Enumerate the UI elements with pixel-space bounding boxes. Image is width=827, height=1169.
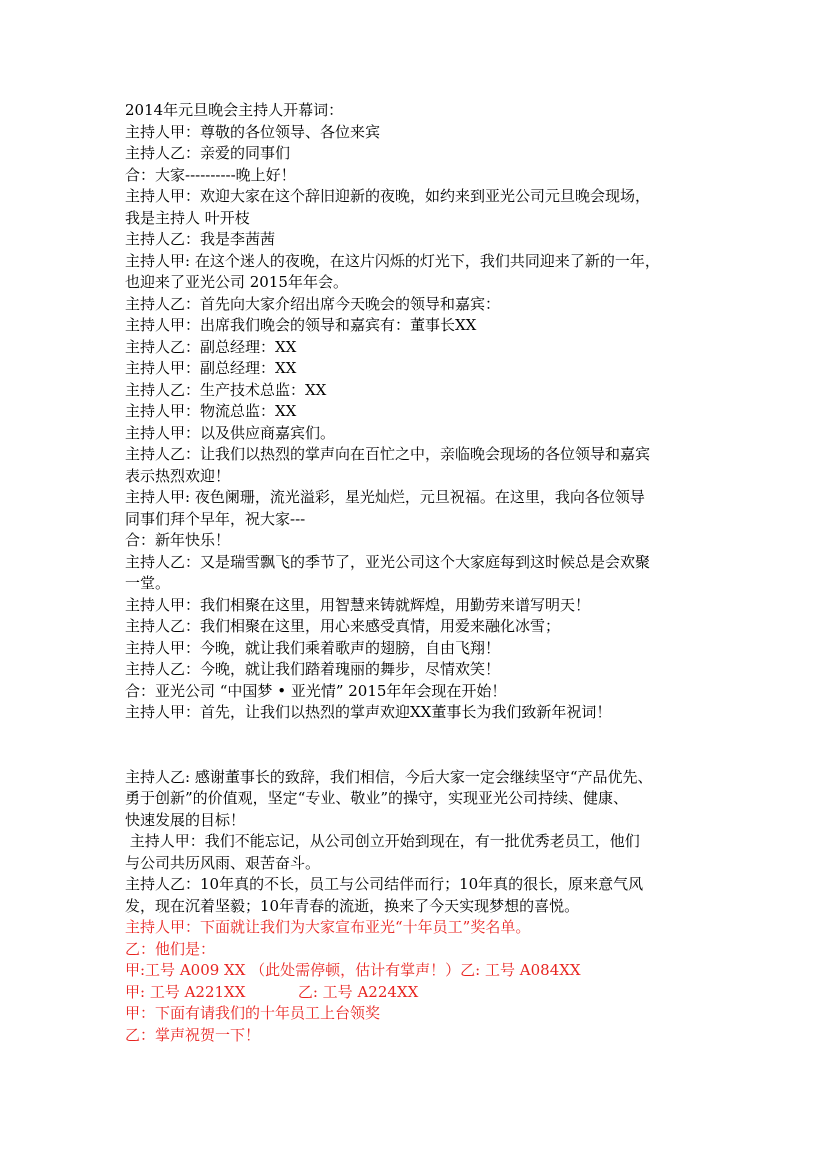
text-line: 主持人甲：出席我们晚会的领导和嘉宾有：董事长XX — [125, 316, 477, 334]
text-line: 主持人乙：副总经理：XX — [125, 337, 297, 356]
text-line: 合：亚光公司 “中国梦 • 亚光情” 2015年年会现在开始！ — [125, 681, 507, 700]
highlight-text-line: 主持人甲：下面就让我们为大家宣布亚光“十年员工”奖名单。 — [125, 918, 531, 936]
text-line: 合：大家----------晚上好！ — [125, 165, 296, 184]
highlight-text-line: 甲：下面有请我们的十年员工上台领奖 — [125, 1004, 381, 1022]
text-line: 主持人甲: 夜色阑珊，流光溢彩，星光灿烂，元旦祝福。在这里，我向各位领导 — [125, 488, 645, 506]
text-line: 主持人甲：我们相聚在这里，用智慧来铸就辉煌，用勤劳来谱写明天！ — [125, 595, 591, 614]
text-line: 发，现在沉着坚毅；10年青春的流逝，换来了今天实现梦想的喜悦。 — [125, 896, 580, 915]
opening-speech-block — [125, 100, 710, 724]
text-line: 主持人甲：今晚，就让我们乘着歌声的翅膀，自由飞翔！ — [125, 638, 501, 657]
text-line: 也迎来了亚光公司 2015年年会。 — [125, 273, 348, 291]
text-line: 主持人乙：又是瑞雪飘飞的季节了，亚光公司这个大家庭每到这时候总是会欢聚 — [125, 552, 651, 571]
award-announcement-block — [125, 917, 710, 1046]
text-line: 一堂。 — [125, 574, 171, 592]
text-line: 主持人甲：副总经理：XX — [125, 359, 297, 377]
paragraph-gap — [125, 724, 710, 767]
text-line: 勇于创新”的价值观，坚定“专业、敬业”的操守，实现亚光公司持续、健康、 — [125, 789, 629, 807]
text-line: 合：新年快乐！ — [125, 531, 231, 549]
text-line: 主持人乙：亲爱的同事们 — [125, 144, 291, 162]
highlight-text-line: 乙：掌声祝贺一下！ — [125, 1025, 261, 1044]
tribute-speech-block — [125, 767, 710, 918]
text-line: 主持人乙：我们相聚在这里，用心来感受真情，用爱来融化冰雪； — [125, 617, 561, 635]
text-line: 2014年元旦晚会主持人开幕词： — [125, 101, 344, 119]
text-line: 主持人甲：我们不能忘记，从公司创立开始到现在，有一批优秀老员工，他们 — [125, 832, 640, 850]
text-line: 主持人甲：首先，让我们以热烈的掌声欢迎XX董事长为我们致新年祝词！ — [125, 703, 612, 721]
highlight-text-line: 乙：他们是： — [125, 939, 216, 958]
text-line: 主持人乙：10年真的不长，员工与公司结伴而行；10年真的很长，原来意气风 — [125, 875, 644, 893]
text-line: 主持人甲: 在这个迷人的夜晚，在这片闪烁的灯光下，我们共同迎来了新的一年， — [125, 251, 660, 270]
text-line: 主持人甲：尊敬的各位领导、各位来宾 — [125, 122, 381, 141]
text-line: 主持人乙: 感谢董事长的致辞，我们相信，今后大家一定会继续坚守“产品优先、 — [125, 767, 653, 786]
text-line: 表示热烈欢迎！ — [125, 466, 231, 485]
text-line: 主持人乙：我是李茜茜 — [125, 230, 276, 248]
text-line: 主持人乙：首先向大家介绍出席今天晚会的领导和嘉宾： — [125, 294, 501, 313]
text-line: 主持人乙：今晚，就让我们踏着瑰丽的舞步，尽情欢笑！ — [125, 660, 501, 678]
text-line: 主持人乙：让我们以热烈的掌声向在百忙之中，亲临晚会现场的各位领导和嘉宾 — [125, 445, 651, 463]
text-line: 主持人甲：物流总监：XX — [125, 402, 297, 420]
text-line: 与公司共历风雨、艰苦奋斗。 — [125, 853, 321, 872]
text-line: 主持人乙：生产技术总监：XX — [125, 380, 327, 399]
document-body — [125, 100, 710, 1046]
highlight-text-line: 甲: 工号 A221XX 乙: 工号 A224XX — [125, 982, 419, 1001]
text-line: 主持人甲：以及供应商嘉宾们。 — [125, 423, 336, 442]
text-line: 同事们拜个早年，祝大家--- — [125, 509, 306, 528]
highlight-text-line: 甲:工号 A009 XX （此处需停顿，估计有掌声！）乙: 工号 A084XX — [125, 961, 581, 979]
text-line: 主持人甲：欢迎大家在这个辞旧迎新的夜晚，如约来到亚光公司元旦晚会现场， — [125, 187, 651, 205]
text-line: 快速发展的目标！ — [125, 810, 246, 829]
text-line: 我是主持人 叶开枝 — [125, 208, 250, 227]
